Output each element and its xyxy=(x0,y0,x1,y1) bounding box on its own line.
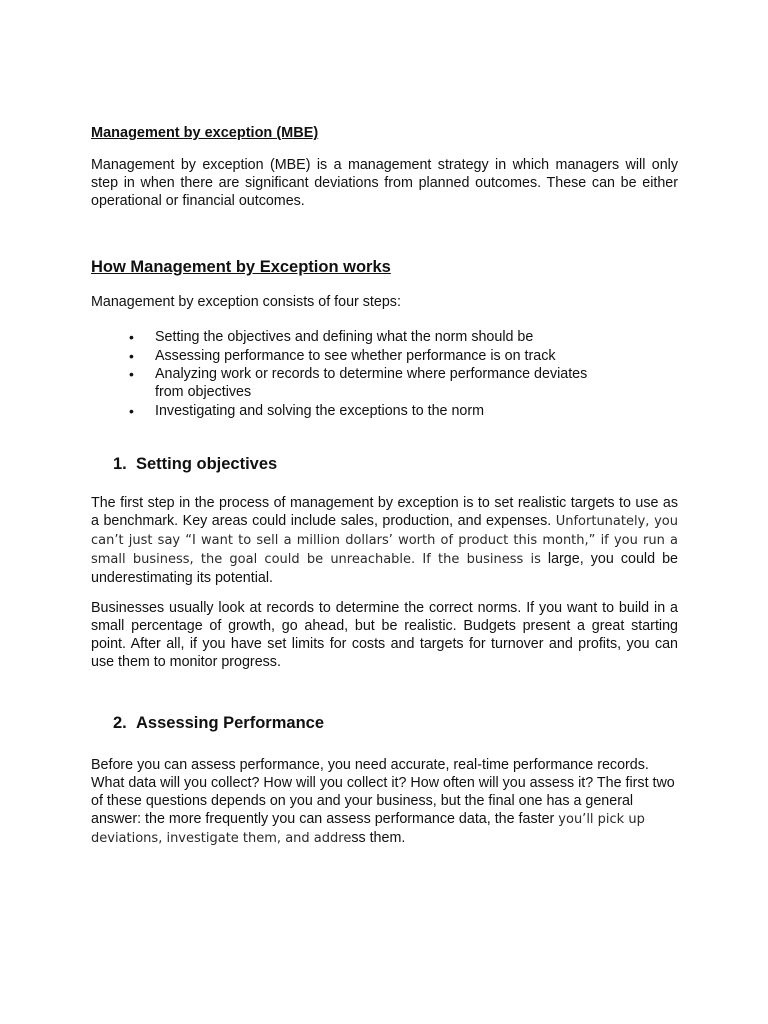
paragraph-text: The first step in the process of management by exception is to set realistic targets to use as a benchmark. Key areas could include sales, production, and expenses. xyxy=(91,494,678,529)
list-item-text: Assessing performance to see whether performance is on track xyxy=(155,347,556,364)
paragraph-text: ss them. xyxy=(351,829,406,846)
paragraph-text-alt-font: Unfortunately, you can’t just say “I want to sell a million dollars’ worth of product this month,” if you run a small business, the goal could be unreachable. If the business is xyxy=(91,513,678,567)
how-mbe-intro: Management by exception consists of four steps: xyxy=(91,294,401,310)
steps-list xyxy=(91,328,678,420)
section-number: 1. xyxy=(113,454,127,473)
bullet-icon: • xyxy=(129,366,134,382)
assessing-performance-heading xyxy=(113,713,678,733)
list-item xyxy=(129,347,678,365)
section-number: 2. xyxy=(113,713,127,732)
paragraph-text: large, you could be underestimating its potential. xyxy=(91,550,679,586)
list-item-text: Investigating and solving the exceptions to the norm xyxy=(155,402,485,419)
setting-objectives-heading xyxy=(113,454,678,474)
how-mbe-works-heading: How Management by Exception works xyxy=(91,258,391,276)
setting-objectives-paragraph-1 xyxy=(91,494,678,587)
mbe-paragraph: Management by exception (MBE) is a management strategy in which managers will only step in when there are significant deviations from planned outcomes. These can be either operational or financial outcomes. xyxy=(91,157,678,209)
bullet-icon: • xyxy=(129,402,134,419)
setting-objectives-paragraph-2: Businesses usually look at records to determine the correct norms. If you want to build in a small percentage of growth, go ahead, but be realistic. Budgets present a great starting point. After all, if you have set limits for costs and targets for turnover and profits, you can use them to monitor progress. xyxy=(91,599,678,670)
list-item xyxy=(129,328,678,346)
document-content xyxy=(91,124,678,848)
paragraph-text: Before you can assess performance, you need accurate, real-time performance records. What data will you collect? How will you collect it? How often will you assess it? The first two of these questions depends on you and your business, but the final one has a general answer: the more frequently you can assess performance data, the faster xyxy=(91,756,675,827)
list-item xyxy=(129,365,678,401)
bullet-icon: • xyxy=(129,347,134,364)
bullet-icon: • xyxy=(129,329,134,345)
list-item-text: Setting the objectives and defining what the norm should be xyxy=(155,329,534,345)
section-title: Setting objectives xyxy=(136,454,278,473)
mbe-heading: Management by exception (MBE) xyxy=(91,125,319,141)
list-item xyxy=(129,402,678,420)
list-item-text: Analyzing work or records to determine where performance deviates from objectives xyxy=(155,366,588,400)
section-title: Assessing Performance xyxy=(136,713,325,732)
paragraph-text-alt-font: you’ll pick up deviations, investigate them, and addre xyxy=(91,811,645,846)
assessing-performance-paragraph xyxy=(91,756,678,848)
